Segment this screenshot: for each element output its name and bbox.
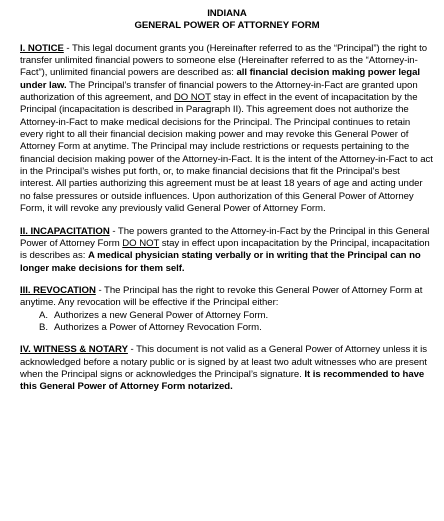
section-notice [20, 43, 434, 216]
incapacitation-text-1: - The powers granted to the Attorney-in-Fact by the Principal in this General Power of Attorney Form [20, 225, 430, 249]
notice-text-3: stay in effect in the event of incapacitation by the Principal (incapacitation is described in Paragraph II). This agreement does not authorize the Attorney-in-Fact to make medical decisions for the Principal. The Principal continues to retain every right to all their financial decision making power and may revoke this General Power of Attorney Form at anytime. The Principal may include restrictions or requests pertaining to the financial decision making power of the Attorney-in-Fact. It is the intent of the Attorney-in-Fact to act in the Principal’s wishes put forth, or, to make financial decisions that fit the Principal’s best interest. All parties authorizing this agreement must be at least 18 years of age and acting under no false pressures or outside influences. Upon authorization of this General Power of Attorney Form, it will revoke any previously valid General Power of Attorney Form. [20, 92, 433, 215]
witness-title: IV. WITNESS & NOTARY [20, 344, 128, 356]
section-incapacitation [20, 226, 434, 275]
notice-text-2: The Principal’s transfer of financial powers to the Attorney-in-Fact are granted upon authorization of this agreement, and [20, 79, 418, 104]
document-state-heading: INDIANA [207, 8, 247, 19]
revocation-title: III. REVOCATION [20, 284, 96, 296]
witness-text-1: - This document is not valid as a General Power of Attorney unless it is acknowledged before a notary public or is signed by at least two adult witnesses who are present when the Principal signs or acknowledges the Principal’s signature. [20, 344, 427, 380]
revocation-paragraph [20, 285, 434, 310]
notice-text-1: - This legal document grants you (Hereinafter referred to as the “Principal”) the right to transfer unlimited financial powers to someone else (Hereinafter referred to as the “Attorney-in-Fact”), unlimited financial powers are described as: [20, 42, 428, 79]
option-letter: B. [39, 321, 48, 333]
incapacitation-text-2: stay in effect upon incapacitation by the Principal, incapacitation is describes as: [20, 237, 430, 262]
document-page [20, 8, 434, 404]
revocation-option-a [39, 310, 434, 322]
section-revocation [20, 285, 434, 334]
revocation-option-b [39, 322, 434, 334]
option-letter: A. [39, 309, 48, 321]
option-text: Authorizes a new General Power of Attorney Form. [54, 309, 269, 321]
notice-paragraph [20, 43, 434, 216]
option-text: Authorizes a Power of Attorney Revocation Form. [54, 321, 262, 333]
header-spacer [20, 33, 434, 43]
witness-bold-1: It is recommended to have this General Power of Attorney Form notarized. [20, 368, 425, 393]
notice-title: I. NOTICE [20, 42, 64, 54]
revocation-text-1: - The Principal has the right to revoke this General Power of Attorney Form at anytime. Any revocation will be effective if the Principal either: [20, 284, 423, 309]
section-witness-notary [20, 344, 434, 393]
notice-underline-1: DO NOT [173, 92, 211, 104]
incapacitation-paragraph [20, 226, 434, 275]
notice-bold-1: all financial decision making power legal under law. [20, 67, 420, 91]
incapacitation-bold-1: A medical physician stating verbally or in writing that the Principal can no longer make decisions for them self. [20, 250, 421, 274]
document-title: GENERAL POWER OF ATTORNEY FORM [134, 20, 320, 32]
revocation-options [20, 310, 434, 335]
incapacitation-title: II. INCAPACITATION [20, 225, 110, 237]
incapacitation-underline-1: DO NOT [122, 237, 160, 249]
witness-paragraph [20, 344, 434, 393]
